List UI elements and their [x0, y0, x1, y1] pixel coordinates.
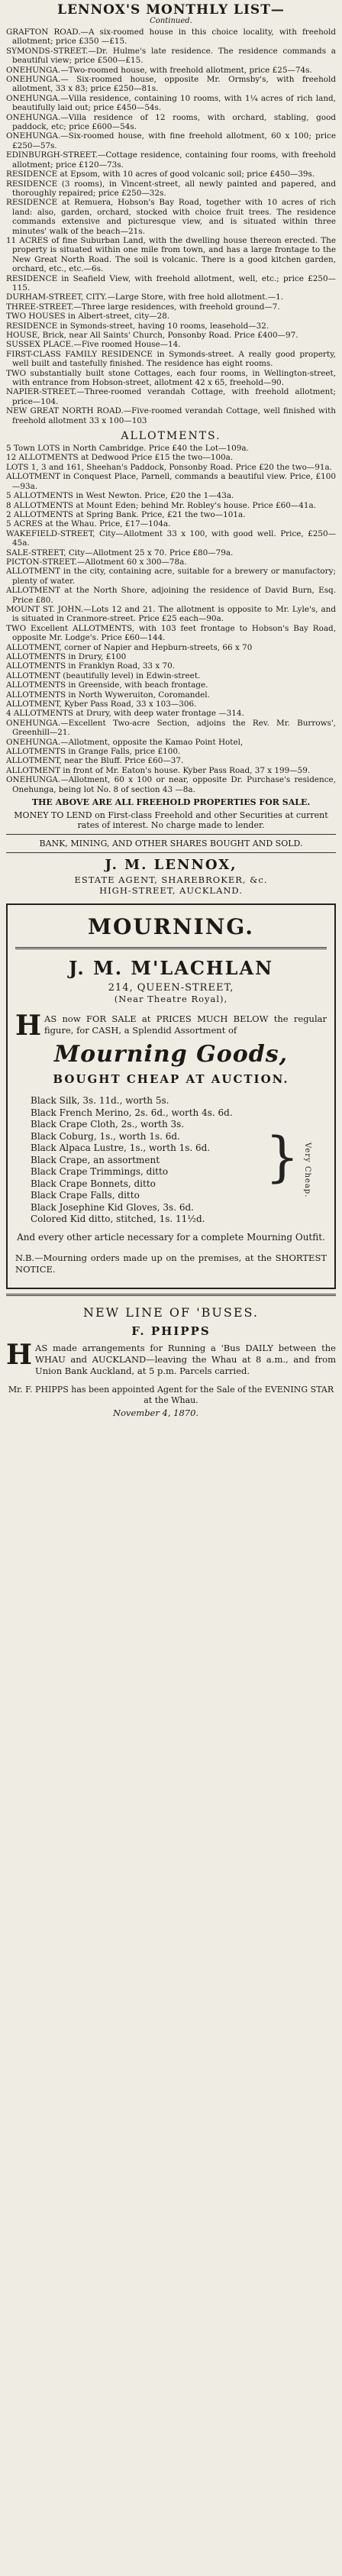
price-item: Black French Merino, 2s. 6d., worth 4s. 6d. — [31, 1107, 233, 1118]
listing-item: NAPIER-STREET.—Three-roomed verandah Cottage, with freehold allotment; price—104. — [6, 387, 336, 406]
listing-item: ONEHUNGA.—Villa residence, containing 10 rooms, with 1¼ acres of rich land, beautifully laid out; price £450—54s. — [6, 93, 336, 113]
merchant-name: J. M. M'LACHLAN — [68, 957, 274, 980]
listing-item: ONEHUNGA.— Six-roomed house, opposite Mr. Ormsby's, with freehold allotment, 33 x 83; price £250—81s. — [6, 75, 336, 94]
listing-item: TWO HOUSES in Albert-street, city—28. — [6, 312, 170, 322]
bought-cheap-line: BOUGHT CHEAP AT AUCTION. — [53, 1072, 289, 1087]
allotment-item: ALLOTMENT, Kyber Pass Road, 33 x 103—306. — [6, 700, 197, 709]
allotment-item: ALLOTMENT in Conquest Place, Parnell, commands a beautiful view. Price, £100—93a. — [6, 472, 336, 491]
mourning-advertisement — [6, 903, 336, 1289]
outfit-note: And every other article necessary for a complete Mourning Outfit. — [17, 1231, 325, 1243]
listing-item: SUSSEX PLACE.—Five roomed House—14. — [6, 340, 181, 350]
allotment-item: 5 ALLOTMENTS in West Newton. Price, £20 the 1—43a. — [6, 491, 234, 501]
allotment-item: WAKEFIELD-STREET, City—Allotment 33 x 100, with good well. Price, £250—45a. — [6, 528, 336, 548]
allotment-item: TWO Excellent ALLOTMENTS, with 103 feet frontage to Hobson's Bay Road, opposite Mr. Lodge's. Price £60—144. — [6, 623, 336, 643]
allotment-item: ALLOTMENTS in Grange Falls, price £100. — [6, 747, 181, 757]
price-item: Black Coburg, 1s., worth 1s. 6d. — [31, 1130, 180, 1142]
allotment-item: 2 ALLOTMENTS at Spring Bank. Price, £21 the two—101a. — [6, 509, 246, 519]
listing-item: NEW GREAT NORTH ROAD.—Five-roomed verandah Cottage, well finished with freehold allotment 33 x 100—103 — [6, 406, 336, 425]
allotment-item: ALLOTMENT (beautifully level) in Edwin-street. — [6, 671, 201, 680]
allotment-item: ALLOTMENT in the city, containing acre, suitable for a brewery or manufactory; plenty of water. — [6, 567, 336, 586]
price-item: Black Crape Falls, ditto — [31, 1190, 140, 1201]
bank-notice: BANK, MINING, AND OTHER SHARES BOUGHT AND SOLD. — [39, 839, 303, 849]
brace-icon: } — [265, 1126, 299, 1189]
bus-advertisement — [6, 1305, 336, 1418]
nb-note: N.B.—Mourning orders made up on the premises, at the SHORTEST NOTICE. — [15, 1252, 327, 1275]
agent-address: HIGH-STREET, AUCKLAND. — [99, 885, 243, 897]
allotment-item: ALLOTMENTS in Franklyn Road, 33 x 70. — [6, 661, 176, 671]
allotment-item: ALLOTMENTS in Drury, £100 — [6, 652, 127, 661]
divider — [15, 947, 327, 949]
price-item: Colored Kid ditto, stitched, 1s. 11½d. — [31, 1214, 205, 1225]
price-item: Black Crape Trimmings, ditto — [31, 1166, 169, 1178]
bus-title: NEW LINE OF 'BUSES. — [83, 1304, 259, 1320]
listing-item: RESIDENCE in Symonds-street, having 10 rooms, leasehold—32. — [6, 321, 269, 331]
price-item: Black Crape Bonnets, ditto — [31, 1178, 156, 1189]
listings-section — [6, 27, 336, 425]
bus-text — [6, 1338, 336, 1377]
allotment-item: 5 ACRES at the Whau. Price, £17—104a. — [6, 519, 171, 529]
listing-item: ONEHUNGA.—Villa residence of 12 rooms, with orchard, stabling, good paddock, etc; price £600—54s. — [6, 112, 336, 132]
money-notice: MONEY TO LEND on First-class Freehold and other Securities at current rates of interest. No charge made to lender. — [14, 810, 328, 831]
allotment-item: PICTON-STREET.—Allotment 60 x 300—78a. — [6, 557, 187, 567]
goods-title: Mourning Goods, — [53, 1041, 289, 1068]
listing-item: TWO substantially built stone Cottages, each four rooms, in Wellington-street, with entrance from Hobson-street, allotment 42 x 65, freehold—90. — [6, 368, 336, 388]
mourning-title: MOURNING. — [87, 914, 255, 940]
allotment-item: ALLOTMENT in front of Mr. Eaton's house. Kyber Pass Road, 37 x 199—59. — [6, 765, 311, 775]
listing-item: FIRST-CLASS FAMILY RESIDENCE in Symonds-street. A really good property, well built and tastefully finished. The residence has eight rooms. — [6, 349, 336, 369]
price-list — [15, 1095, 327, 1226]
allotment-item: 12 ALLOTMENTS at Dedwood Price £15 the two—100a. — [6, 453, 234, 463]
listing-item: EDINBURGH-STREET.—Cottage residence, containing four rooms, with freehold allotment; price £120—73s. — [6, 150, 336, 170]
listing-item: 11 ACRES of fine Suburban Land, with the dwelling house thereon erected. The property is situated within one mile from town, and has a large frontage to the New Great North Road. The soil is volcanic. There is a good kitchen garden, orchard, etc., etc.—6s. — [6, 235, 336, 274]
listing-item: RESIDENCE (3 rooms), in Vincent-street, all newly painted and papered, and thoroughly repaired; price £250—32s. — [6, 179, 336, 198]
bus-text-body: AS made arrangements for Running a 'Bus DAILY between the WHAU and AUCKLAND—leaving the Whau at 8 a.m., and from Union Bank Auckland, at 5 p.m. Parcels carried. — [35, 1342, 336, 1376]
listing-item: RESIDENCE in Seafield View, with freehold allotment, well, etc.; price £250—115. — [6, 273, 336, 293]
allotment-item: LOTS 1, 3 and 161, Sheehan's Paddock, Ponsonby Road. Price £20 the two—91a. — [6, 462, 332, 472]
intro-text: AS now FOR SALE at PRICES MUCH BELOW the regular figure, for CASH, a Splendid Assortment of — [44, 1013, 327, 1036]
listing-item: RESIDENCE at Epsom, with 10 acres of good volcanic soil; price £450—39s. — [6, 170, 315, 179]
ad-date: November 4, 1870. — [113, 1407, 199, 1418]
mourning-intro — [15, 1010, 327, 1042]
price-item: Black Silk, 3s. 11d., worth 5s. — [31, 1095, 169, 1107]
allotment-item: ONEHUNGA.—Allotment, 60 x 100 or near, opposite Dr. Purchase's residence, Onehunga, being lot No. 8 of section 43 —8a. — [6, 775, 336, 794]
freehold-notice: THE ABOVE ARE ALL FREEHOLD PROPERTIES FOR SALE. — [31, 797, 311, 808]
allotment-item: ALLOTMENTS in Greenside, with beach frontage. — [6, 680, 208, 690]
allotment-item: 4 ALLOTMENTS at Drury, with deep water frontage —314. — [6, 709, 244, 719]
divider — [6, 834, 336, 835]
allotment-item: ONEHUNGA.—Excellent Two-acre Section, adjoins the Rev. Mr. Burrows', Greenhill—21. — [6, 718, 336, 738]
price-item: Black Crape, an assortment — [31, 1154, 160, 1165]
allotment-item: ALLOTMENTS in North Wyweruiton, Coromandel. — [6, 690, 210, 700]
page-subtitle: Continued. — [150, 17, 192, 25]
listing-item: ONEHUNGA.—Two-roomed house, with freehold allotment, price £25—74s. — [6, 65, 312, 75]
merchant-address: 214, QUEEN-STREET, — [108, 982, 234, 994]
allotments-heading: ALLOTMENTS. — [121, 430, 221, 443]
allotments-section — [6, 444, 336, 794]
bus-owner-name: F. PHIPPS — [131, 1324, 211, 1338]
merchant-address-note: (Near Theatre Royal), — [114, 994, 228, 1005]
allotment-item: MOUNT ST. JOHN.—Lots 12 and 21. The allotment is opposite to Mr. Lyle's, and is situated in Cranmore-street. Price £25 each—90a. — [6, 604, 336, 624]
listing-item: SYMONDS-STREET.—Dr. Hulme's late residence. The residence commands a beautiful view; price £500—£15. — [6, 46, 336, 66]
page-title: LENNOX'S MONTHLY LIST— — [57, 2, 285, 18]
drop-cap: H — [15, 1010, 42, 1042]
listing-item: GRAFTON ROAD.—A six-roomed house in this choice locality, with freehold allotment; price £350 —£15. — [6, 27, 336, 47]
price-item: Black Alpaca Lustre, 1s., worth 1s. 6d. — [31, 1143, 211, 1154]
very-cheap-label: Very Cheap. — [303, 1143, 311, 1198]
listing-item: ONEHUNGA.—Six-roomed house, with fine freehold allotment, 60 x 100; price £250—57s. — [6, 131, 336, 150]
price-item: Black Crape Cloth, 2s., worth 3s. — [31, 1119, 185, 1130]
agent-name: J. M. LENNOX, — [105, 857, 237, 874]
newspaper-page — [3, 0, 339, 1418]
allotment-item: ALLOTMENT, corner of Napier and Hepburn-streets, 66 x 70 — [6, 642, 253, 652]
agent-appointment: Mr. F. PHIPPS has been appointed Agent for the Sale of the EVENING STAR at the Whau. — [8, 1384, 334, 1405]
listing-item: THREE-STREET.—Three large residences, with freehold ground—7. — [6, 302, 280, 312]
divider — [6, 1294, 336, 1296]
allotment-item: ONEHUNGA.—Allotment, opposite the Kamao Point Hotel, — [6, 737, 244, 747]
drop-cap: H — [6, 1338, 33, 1371]
listing-item: HOUSE, Brick, near All Saints' Church, Ponsonby Road. Price £400—97. — [6, 331, 298, 340]
allotment-item: ALLOTMENT at the North Shore, adjoining the residence of David Burn, Esq. Price £80. — [6, 586, 336, 605]
listing-item: RESIDENCE at Remuera, Hobson's Bay Road, together with 10 acres of rich land: also, garden, orchard, stocked with choice fruit trees. The residence commands extensive and picturesque view, and is situated within three minutes' walk of the beach—21s. — [6, 198, 336, 236]
price-item: Black Josephine Kid Gloves, 3s. 6d. — [31, 1201, 194, 1213]
allotment-item: ALLOTMENT, near the Bluff. Price £60—37. — [6, 756, 184, 766]
allotment-item: SALE-STREET, City—Allotment 25 x 70. Price £80—79a. — [6, 548, 234, 558]
listing-item: DURHAM-STREET, CITY.—Large Store, with free hold allotment.—1. — [6, 293, 284, 302]
divider — [6, 852, 336, 853]
allotment-item: 5 Town LOTS in North Cambridge. Price £40 the Lot—109a. — [6, 444, 249, 454]
agent-role: ESTATE AGENT, SHAREBROKER, &c. — [74, 874, 268, 886]
allotment-item: 8 ALLOTMENTS at Mount Eden; behind Mr. Robley's house. Price £60—41a. — [6, 500, 316, 510]
